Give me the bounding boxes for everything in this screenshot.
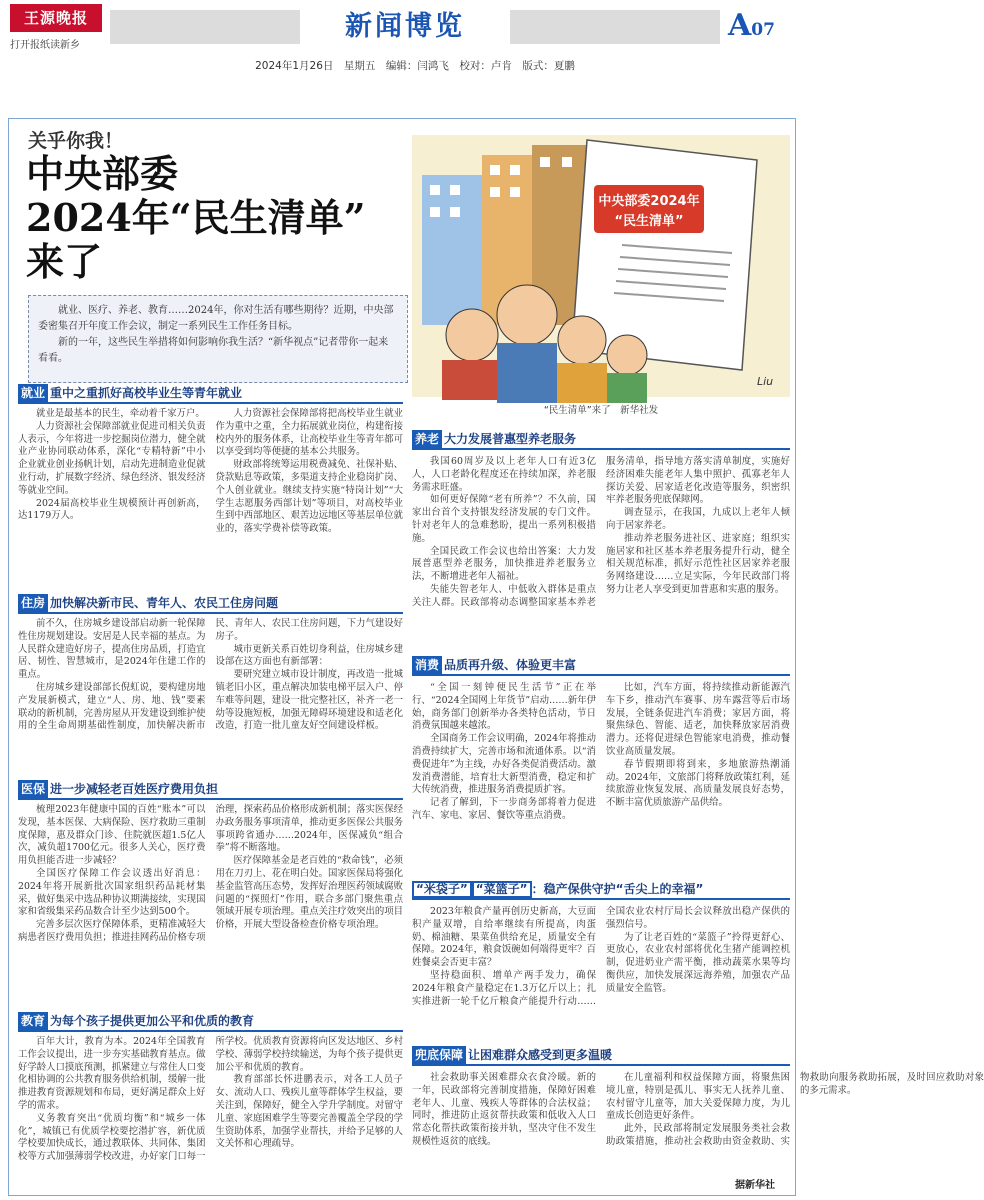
section-heading-food-supply [412, 880, 790, 900]
paragraph: 全国商务工作会议明确，2024年将推动消费持续扩大，完善市场和流通体系。以“消费促进年”为主线，办好各类促消费活动。激发消费潜能，培育壮大新型消费，稳定和扩大传统消费，推进服务消费提质扩容。 [412, 733, 596, 796]
paragraph: 人力资源社会保障部将把高校毕业生就业作为重中之重，全力拓展就业岗位，构建衔接校内外的服务体系，让高校毕业生等青年都可以享受到均等便捷的基本公共服务。 [215, 408, 404, 458]
paragraph: 完善多层次医疗保障体系，更精准减轻大病患者医疗费用负担；推进挂网药品价格专项治理，探索药品价格形成新机制；落实医保经办政务服务事项清单，推动更多医保公共服务事项跨省通办……2024年，医保减负“组合拳”将不断落地。 [18, 804, 404, 943]
paragraph: 百年大计，教育为本。2024年全国教育工作会议提出，进一步夯实基础教育基点。做好学龄人口摸底预测，抓紧建立与常住人口变化相协调的公共教育服务供给机制，缓解一批推进教育资源规划和布局，更好满足群众上好学的需求。 [18, 1036, 206, 1111]
headline-line-1: 中央部委 [26, 151, 179, 196]
cartoon-illustration [412, 135, 790, 397]
newspaper-logo: 王源晚报 [10, 4, 102, 32]
kicker: 关乎你我！ [28, 130, 124, 152]
lead-box [28, 295, 408, 383]
paragraph: 我国60周岁及以上老年人口有近3亿人，人口老龄化程度还在持续加深，养老服务需求旺盛。 [412, 456, 596, 493]
cartoon-signature: Liu [757, 375, 774, 388]
headline [26, 152, 406, 284]
section-title: 大力发展普惠型养老服务 [444, 432, 577, 446]
paragraph: “全国一刻钟便民生活节”正在举行、“2024全国网上年货节”启动……新年伊始，商务部门创新举办各类特色活动，节日消费氛围越来越浓。 [412, 682, 596, 732]
section-title: 进一步减轻老百姓医疗费用负担 [50, 782, 219, 796]
cartoon-drawing [412, 135, 790, 397]
paragraph: 为了让老百姓的“菜篮子”拎得更舒心、更放心，农业农村部将优化生猪产能调控机制，促进奶业产需平衡，推动蔬菜水果等均衡供应，加快发展深远海养殖，加强农产品质量安全监管。 [606, 931, 790, 994]
page-number [728, 8, 775, 48]
section-body-education [18, 1036, 403, 1190]
section-tag-vegetable: “菜篮子” [472, 881, 532, 898]
headline-line-3: 来了 [26, 239, 103, 284]
paragraph: 全国医疗保障工作会议透出好消息：2024年将开展新批次国家组织药品耗材集采，做好集采中选品种协议期满接续，实现国家和省级集采药品数合计至少达到500个。 [18, 867, 206, 918]
paragraph: 全国民政工作会议也给出答案：大力发展普惠型养老服务，加快推进养老服务立法，不断增进老年人福祉。 [412, 545, 596, 583]
headline-line-2: 2024年“民生清单” [26, 195, 366, 240]
paragraph: 住房城乡建设部部长倪虹说，要构建房地产发展新模式，建立“人、房、地、钱”要素联动的新机制，完善房屋从开发建设到维护使用的全生命周期基础性制度，加快解决新市民、青年人、农民工住房问题，下力气建设好房子。 [18, 618, 404, 732]
page-digits: 07 [751, 20, 775, 40]
section-body-elderly-care [412, 456, 790, 638]
section-title: 为每个孩子提供更加公平和优质的教育 [50, 1014, 255, 1028]
paragraph: 2024届高校毕业生规模预计再创新高，达1179万人。 [18, 497, 206, 522]
section-title: 加快解决新市民、青年人、农民工住房问题 [50, 596, 279, 610]
section-tag: 医保 [18, 780, 48, 798]
lead-paragraph: 就业、医疗、养老、教育……2024年，你对生活有哪些期待？近期，中央部委密集召开年度工作会议，制定一系列民生工作任务目标。 [38, 305, 394, 332]
section-heading-consumption [412, 656, 790, 676]
paragraph: 就业是最基本的民生，牵动着千家万户。 [36, 408, 205, 419]
paragraph: 失能失智老年人、中低收入群体是重点关注人群。民政部将动态调整国家基本养老服务清单，指导地方落实清单制度，实施好经济困难失能老年人集中照护、孤寡老年人探访关爱、居家适老化改造等服务，织密织牢养老服务兜底保障网。 [412, 456, 790, 608]
section-tag: 就业 [18, 384, 48, 402]
paragraph: 教育部部长怀进鹏表示，对各工人员子女、流动人口、残疾儿童等群体学生权益，要关注到，保障好，健全入学升学制度。对留守儿童、家庭困难学生等要完善覆盖全学段的学生资助体系，加强学业帮扶，并给予足够的人文关怀和心理疏导。 [215, 1074, 404, 1150]
paragraph: 社会救助事关困难群众衣食冷暖。新的一年，民政部将完善制度措施，保障好困难老年人、儿童、残疾人等群体的合法权益；同时，推进防止返贫帮扶政策和低收入人口常态化帮扶政策衔接并轨，坚决守住不发生规模性返贫的底线。 [412, 1072, 596, 1147]
section-tag: 兜底保障 [412, 1046, 466, 1064]
paragraph: 梳理2023年健康中国的百姓“账本”可以发现，基本医保、大病保险、医疗救助三重制度保障，惠及群众门诊、住院就医超1.5亿人次，减负超1700亿元。很多人关心，医疗费用负担能否进一步减轻？ [18, 804, 206, 867]
section-heading-education [18, 1012, 403, 1032]
section-body-housing [18, 618, 403, 766]
section-tag: 养老 [412, 430, 442, 448]
paragraph: 城市更新关系百姓切身利益，住房城乡建设部在这方面也有新部署： [215, 643, 403, 668]
section-body-medical-insurance [18, 804, 403, 1000]
section-body-food-supply [412, 906, 790, 1036]
section-tag: 住房 [18, 594, 48, 612]
lead-paragraph: 新的一年，这些民生举措将如何影响你我生活？“新华视点”记者带你一起来看看。 [38, 337, 389, 364]
section-title: 品质再升级、体验更丰富 [444, 658, 577, 672]
paragraph: 比如，汽车方面，将持续推动新能源汽车下乡，推动汽车赛事、房车露营等后市场发展，全链条促进汽车消费；家居方面，将聚焦绿色、智能、适老，加快释放家居消费潜力。还将促进绿色智能家电消费，推动餐饮业高质量发展。 [606, 682, 790, 757]
page-letter: A [728, 8, 752, 43]
section-body-social-assistance [412, 1072, 984, 1172]
paragraph: 坚持稳面积、增单产两手发力，确保2024年粮食产量稳定在1.3万亿斤以上；扎实推进新一轮千亿斤粮食产能提升行动……全国农业农村厅局长会议释放出稳产保供的强烈信号。 [412, 906, 790, 1007]
dateline: 2024年1月26日 星期五 编辑：闫鸿飞 校对：卢肯 版式：夏鹏 [255, 60, 575, 72]
logo-slogan: 打开报纸读新乡 [10, 40, 80, 51]
section-body-employment [18, 408, 403, 578]
paragraph: 要研究建立城市设计制度，再改造一批城镇老旧小区，重点解决加装电梯平层入户、停车难等问题，建设一批完整社区，补齐一老一幼等设施短板，加强无障碍环境建设和适老化改造，打造一批儿童友好空间建设样板。 [215, 669, 404, 732]
cartoon-sign-line-1: 中央部委2024年 [598, 194, 700, 209]
paragraph: 财政部将统筹运用税费减免、社保补贴、贷款贴息等政策，多渠道支持企业稳岗扩岗、个人创业就业。继续支持实施“特岗计划”“大学生志愿服务西部计划”等项目，对高校毕业生到中西部地区、艰苦边远地区等基层单位就业的，落实学费补偿等政策。 [215, 459, 404, 535]
paragraph: 医疗保障基金是老百姓的“救命钱”，必须用在刀刃上、花在明白处。国家医保局将强化基金监管高压态势，发挥好治理医药领域腐败问题的“探照灯”作用，联合多部门聚焦重点领域开展专项治理。重点关注疗效突出的项目价格，开展大型设备检查价格专项治理。 [215, 855, 404, 931]
section-heading-elderly-care [412, 430, 790, 450]
section-heading-housing [18, 594, 403, 614]
source-credit: 据新华社 [735, 1180, 775, 1191]
illustration-caption: “民生清单”来了 新华社发 [543, 405, 659, 416]
paragraph: 人力资源社会保障部就业促进司相关负责人表示，今年将进一步挖掘岗位潜力，健全就业产业协同联动体系，深化“专精特新”中小企业就业创业扬帆计划，启动先进制造业促就业行动，扩展数字经济、绿色经济、银发经济等就业空间。 [18, 420, 206, 496]
section-heading-medical-insurance [18, 780, 403, 800]
paragraph: 如何更好保障“老有所养”？不久前，国家出台首个支持银发经济发展的专门文件。针对老年人的急难愁盼，提出一系列积极措施。 [412, 494, 596, 544]
section-body-consumption [412, 682, 790, 858]
paragraph: 义务教育突出“优质均衡”和“城乡一体化”，城镇已有优质学校要挖潜扩容，新优质学校要加快成长，通过教联体、共同体、集团校等方式加强薄弱学校改进，办好家门口每一所学校。优质教育资源将向区发达地区、乡村学校、薄弱学校持续输送，为每个孩子提供更加公平和优质的教育。 [18, 1036, 404, 1163]
paragraph: 调查显示，在我国，九成以上老年人倾向于居家养老。 [606, 507, 790, 531]
paragraph: 记者了解到，下一步商务部将着力促进汽车、家电、家居、餐饮等重点消费。 [412, 797, 596, 821]
paragraph: 推动养老服务进社区、进家庭；组织实施居家和社区基本养老服务提升行动，健全相关规范标准，抓好示范性社区居家养老服务网络建设……立足实际，今年民政部门将努力让老人享受到更加普惠和实惠的服务。 [606, 532, 790, 595]
paragraph: 2023年粮食产量再创历史新高，大豆面积产量双增，自给率继续有所提高，肉蛋奶、棉油糖、果菜鱼供给充足，质量安全有保障。2024年，粮食饭碗如何端得更牢？百姓餐桌会否更丰富？ [412, 906, 596, 969]
cartoon-sign-line-2: “民生清单” [614, 214, 684, 229]
section-title: ：稳产保供守护“舌尖上的幸福” [531, 882, 704, 896]
section-heading-social-assistance [412, 1046, 790, 1066]
paragraph: 前不久，住房城乡建设部启动新一轮保障性住房规划建设。安居是人民幸福的基点。为人民群众建造好房子，提高住房品质，打造宜居、韧性、智慧城市，是2024年住建工作的重点。 [18, 618, 206, 681]
section-tag-rice: “米袋子” [412, 881, 472, 898]
section-title: 新闻博览 [300, 10, 510, 44]
paragraph: 在儿童福利和权益保障方面，将聚焦困境儿童，特别是孤儿、事实无人抚养儿童、农村留守儿童等，加大关爱保障力度，为儿童成长创造更好条件。 [606, 1072, 790, 1122]
section-title: 让困难群众感受到更多温暖 [468, 1048, 613, 1062]
section-tag: 消费 [412, 656, 442, 674]
section-heading-employment [18, 384, 403, 404]
section-tag: 教育 [18, 1012, 48, 1030]
section-title: 重中之重抓好高校毕业生等青年就业 [50, 386, 243, 400]
paragraph: 此外，民政部将制定发展服务类社会救助政策措施，推动社会救助由资金救助、实物救助向服务救助拓展，及时回应救助对象的多元需求。 [606, 1072, 984, 1147]
paragraph: 春节假期即将到来，多地旅游热潮涌动。2024年，文旅部门将释放政策红利，延续旅游业恢复发展、高质量发展良好态势，不断丰富优质旅游产品供给。 [606, 758, 790, 809]
